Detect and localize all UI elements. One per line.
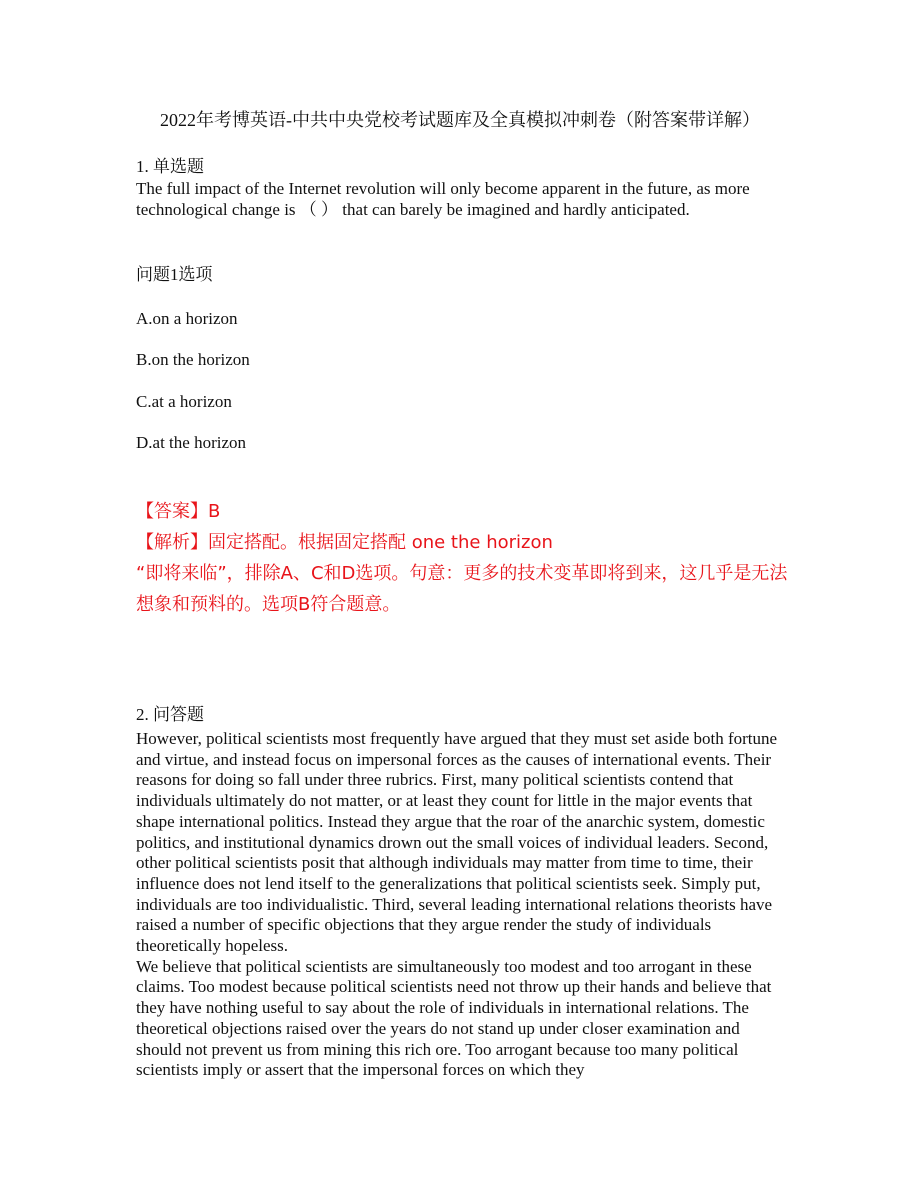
option-a: A.on a horizon [136,309,238,328]
option-c: C.at a horizon [136,392,232,411]
analysis: 【解析】固定搭配。根据固定搭配 one the horizon [136,532,553,553]
option-b: B.on the horizon [136,350,250,369]
question-2-heading: 2. 问答题 [136,705,204,724]
answer: 【答案】B [136,501,221,522]
question-1-heading: 1. 单选题 [136,157,204,176]
option-d: D.at the horizon [136,433,246,452]
question-1-text: The full impact of the Internet revolution will only become apparent in the future, as more technological change is （ ） that can barely be imagined and hardly anticipated. [136,179,750,219]
page-title: 2022年考博英语-中共中央党校考试题库及全真模拟冲刺卷（附答案带详解） [160,110,760,130]
question-2-passage [136,729,788,1081]
passage-paragraph-1: However, political scientists most frequently have argued that they must set aside both fortune and virtue, and instead focus on impersonal forces as the causes of international events. Their reasons for doing so fall under three rubrics. First, many political scientists contend that individuals ultimately do not matter, or at least they count for little in the major events that shape international politics. Instead they argue that the roar of the anarchic system, domestic politics, and institutional dynamics drown out the small voices of individual leaders. Second, other political scientists posit that although individuals may matter from time to time, their influence does not lend itself to the generalizations that political scientists seek. Simply put, individuals are too individualistic. Third, several leading international relations theorists have raised a number of specific objections that they argue render the study of individuals theoretically hopeless. [136,729,778,956]
analysis-continued: “即将来临”，排除A、C和D选项。句意：更多的技术变革即将到来，这几乎是无法想象和预料的。选项B符合题意。 [136,563,788,615]
options-label: 问题1选项 [136,265,213,284]
passage-paragraph-2: We believe that political scientists are simultaneously too modest and too arrogant in these claims. Too modest because political scientists need not throw up their hands and believe that they have nothing useful to say about the role of individuals in international relations. The theoretical objections raised over the years do not stand up under closer examination and should not prevent us from mining this rich ore. Too arrogant because too many political scientists imply or assert that the impersonal forces on which they [136,956,772,1080]
